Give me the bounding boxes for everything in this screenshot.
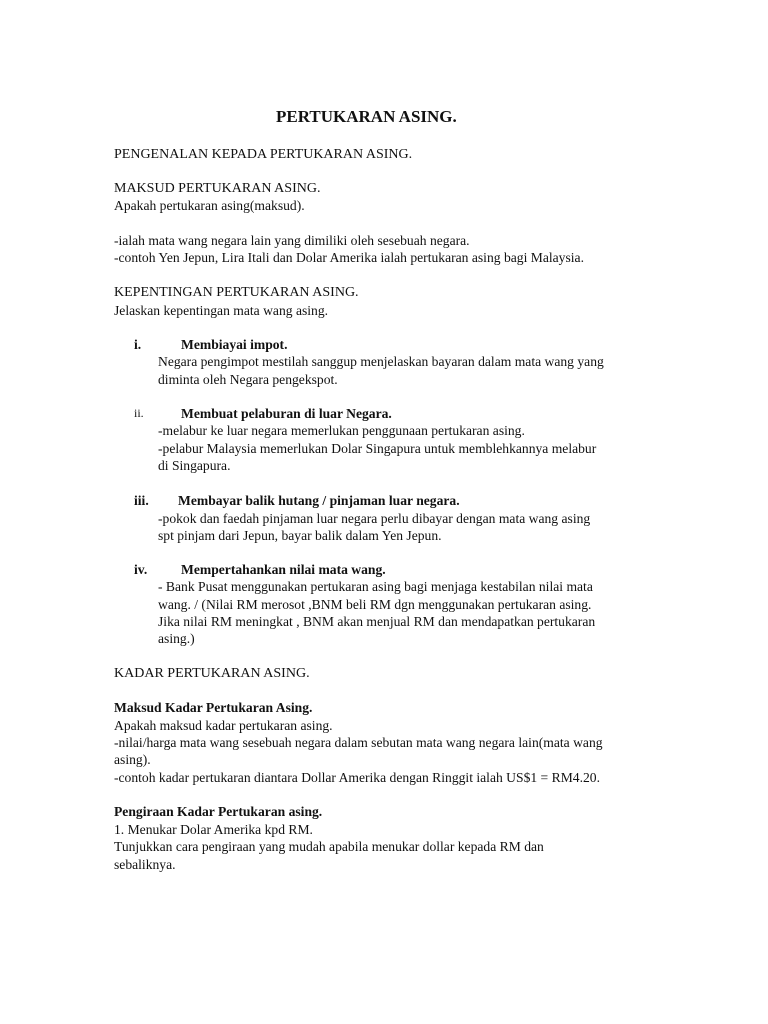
item-number: i. (134, 337, 142, 352)
item-title: Membiayai impot. (181, 337, 288, 352)
item-line: -pokok dan faedah pinjaman luar negara perlu dibayar dengan mata wang asing (158, 511, 591, 526)
kadar-line: asing). (114, 752, 151, 767)
item-line: spt pinjam dari Jepun, bayar balik dalam Yen Jepun. (158, 528, 442, 543)
intro-heading: PENGENALAN KEPADA PERTUKARAN ASING. (114, 147, 413, 162)
document-title: PERTUKARAN ASING. (276, 107, 457, 126)
maksud-line: -contoh Yen Jepun, Lira Itali dan Dolar Amerika ialah pertukaran asing bagi Malaysia. (114, 250, 584, 265)
kadar-heading: KADAR PERTUKARAN ASING. (114, 666, 310, 681)
pengiraan-line: Tunjukkan cara pengiraan yang mudah apabila menukar dollar kepada RM dan (114, 839, 544, 854)
item-line: - Bank Pusat menggunakan pertukaran asing bagi menjaga kestabilan nilai mata (158, 579, 593, 594)
kepentingan-heading: KEPENTINGAN PERTUKARAN ASING. (114, 285, 359, 300)
kadar-line: -nilai/harga mata wang sesebuah negara dalam sebutan mata wang negara lain(mata wang (114, 735, 603, 750)
item-number: ii. (134, 406, 144, 420)
item-line: di Singapura. (158, 458, 231, 473)
kadar-line: -contoh kadar pertukaran diantara Dollar Amerika dengan Ringgit ialah US$1 = RM4.20. (114, 770, 600, 785)
item-title: Mempertahankan nilai mata wang. (181, 562, 386, 577)
item-line: -melabur ke luar negara memerlukan penggunaan pertukaran asing. (158, 423, 525, 438)
pengiraan-line: sebaliknya. (114, 857, 176, 872)
item-number: iii. (134, 493, 149, 508)
maksud-line: -ialah mata wang negara lain yang dimiliki oleh sesebuah negara. (114, 233, 470, 248)
item-line: asing.) (158, 631, 195, 646)
pengiraan-line: 1. Menukar Dolar Amerika kpd RM. (114, 822, 313, 837)
item-line: -pelabur Malaysia memerlukan Dolar Singapura untuk memblehkannya melabur (158, 441, 597, 456)
item-number: iv. (134, 562, 148, 577)
item-line: Jika nilai RM meningkat , BNM akan menjual RM dan mendapatkan pertukaran (158, 614, 596, 629)
item-title: Membayar balik hutang / pinjaman luar negara. (178, 493, 460, 508)
kepentingan-question: Jelaskan kepentingan mata wang asing. (114, 303, 329, 318)
item-title: Membuat pelaburan di luar Negara. (181, 406, 392, 421)
pengiraan-subheading: Pengiraan Kadar Pertukaran asing. (114, 804, 323, 819)
kadar-subheading: Maksud Kadar Pertukaran Asing. (114, 700, 313, 715)
item-line: Negara pengimpot mestilah sanggup menjelaskan bayaran dalam mata wang yang (158, 354, 604, 369)
maksud-question: Apakah pertukaran asing(maksud). (114, 198, 305, 213)
item-line: diminta oleh Negara pengekspot. (158, 372, 338, 387)
maksud-heading: MAKSUD PERTUKARAN ASING. (114, 181, 321, 196)
kadar-line: Apakah maksud kadar pertukaran asing. (114, 718, 333, 733)
item-line: wang. / (Nilai RM merosot ,BNM beli RM dgn menggunakan pertukaran asing. (158, 597, 592, 612)
